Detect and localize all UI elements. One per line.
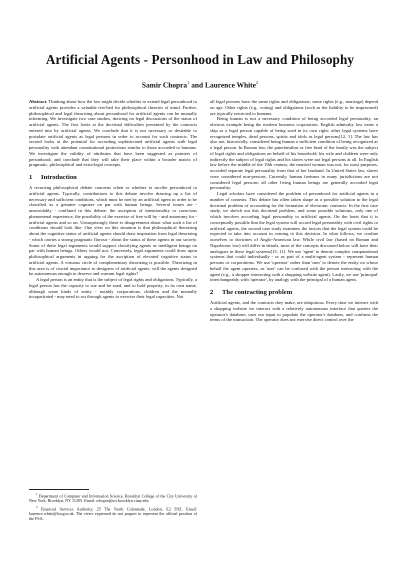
section-number: 1 [29,174,33,181]
author-line [20,78,380,89]
intro-paragraph: Legal scholars have considered the problem of personhood for artificial agents in a number of contexts. This debate has often taken shape as a possible solution to the legal doctrinal problem of accounting for the formation of electronic contracts. In the first case study, we sketch out this doctrinal problem, and some possible solutions, only one of which involves according legal personality to artificial agents. On the basis that it is conceptually possible that the legal system will accord legal personality with civil rights to artificial agents, the second case study examines the factors that the legal system could be expected to take into account in coming to this decision. In what follows, we confine ourselves to doctrines of Anglo-American law. While civil law (based on Roman and Napoleonic law) will differ in details, most of the concepts discussed below will have their analogues in these legal systems[15, 11]. We use 'agent' to denote complex computational systems that could individually - or as part of a multi-agent system - represent human persons or corporations. We use 'operator' rather than 'user' to denote the entity on whose behalf the agent operates, as 'user' can be confused with the person interacting with the agent (e.g., a shopper interacting with a shopping website agent). Lastly, we use 'principal' interchangeably with 'operator', by analogy with the principal of a human agent. [210,191,378,283]
section-title: The contracting problem [222,289,293,296]
left-column [29,99,197,300]
footnote-text: Financial Services Authority, 25 The North Colonnade, London, E2 5NZ. Email: laurence.white@fsa.gov.uk. The views expressed do not purport to represent the official position of the FSA. [29,505,197,522]
footnote-mark: 1 [187,80,190,85]
footnote-text: Department of Computer and Information Science, Brooklyn College of the City University of New York, Brooklyn, NY 11205. Email: schopra@sci.brooklyn.cuny.edu [29,493,197,504]
footnote [29,492,197,504]
section-heading-introduction [29,174,197,182]
footnote [29,505,197,522]
author-conjunction: and [191,80,204,90]
abstract-text: Thinking about how the law might decide whether to extend legal personhood to artificial agents provides a valuable test-bed for philosophical theories of mind. Further, philosophical and legal theorising about personhood for artificial agents can be mutually informing. We investigate two case studies, drawing on legal discussions of the status of artificial agents. The first looks at the doctrinal difficulties presented by the contracts entered into by artificial agents. We conclude that it is not necessary or desirable to postulate artificial agents as legal persons in order to account for such contracts. The second looks at the potential for according sophisticated artificial agents with legal personality with attendant constitutional protections similar to those accorded to humans. We investigate the validity of attributes that have been suggested as pointers of personhood, and conclude that they will take their place within a broader matrix of pragmatic, philosophical and extra-legal concepts. [29,99,197,168]
intro-paragraph: all legal persons have the same rights and obligations; some rights (e.g., marriage) depend on age. Other rights (e.g., voting) and obligations (such as the liability to be imprisoned) are typically restricted to humans. [210,99,378,116]
intro-paragraph: A recurring philosophical debate concerns when or whether to ascribe personhood to artificial agents. Typically, contributions to this debate involve drawing up a list of necessary and sufficient conditions, which must be met by an artificial agent in order to be classified as a genuine cognizer on par with human beings. Several issues are - unavoidably - conflated in this debate: the ascription of intentionality or conscious phenomenal experience, the possibility of the exercise of free will by - and autonomy for - artificial agents and so on. Unsurprisingly there is disagreement about what such a list of conditions should look like. One view on this situation is that philosophical theorising about the cognitive status of artificial agents should draw inspiration from legal theorizing - which carries a strong pragmatic flavour - about the status of these agents in our society. Some of these legal arguments would support classifying agents as intelligent beings on par with human beings. Others would not. Conversely, legal arguments could draw upon philosophical arguments in arguing for the ascription of elevated cognitive status to artificial agents. A virtuous circle of complementary theorizing is possible. Theorizing in this area is of crucial importance to designers of artificial agents: will the agents designed be autonomous enough to deserve and warrant legal rights? [29,185,197,277]
section-number: 2 [210,289,214,296]
footnote-mark: 2 [36,504,38,509]
abstract-label: Abstract. [29,99,48,104]
footnote-rule [29,489,89,490]
author-name: Samir Chopra [141,80,188,90]
footnote-mark: 1 [36,492,38,496]
abstract [29,99,197,168]
contracting-paragraph: Artificial agents, and the contracts they make, are ubiquitous. Every time we interact with a shopping website we interact with a relatively autonomous interface that queries the operator's database, uses our input to populate the operator's database, and confirms the terms of the transaction. The operator does not exercise direct control over the [210,300,378,323]
section-title: Introduction [41,174,77,181]
author-name: Laurence White [205,80,256,90]
right-column [210,99,378,323]
intro-paragraph: Being human is not a necessary condition of being accorded legal personality, an obvious example being the modern business corporation. English admiralty law treats a ship as a legal person capable of being sued in its own right; other legal systems have recognized temples, dead persons, spirits and idols as legal persons[12, 1]. The law has also not, historically, considered being human a sufficient condition of being recognized as a legal person. In Roman law, the paterfamilias or free head of the family was the subject of legal rights and obligations on behalf of his household; his wife and children were only indirectly the subject of legal rights and his slaves were not legal persons at all. In English law before the middle of the 19th century, the married woman was not, for most purposes, accorded separate legal personality from that of her husband. In United States law, slaves were considered non-persons. Currently, human foetuses in many jurisdictions are not considered legal persons; all other living human beings are generally accorded legal personality. [210,116,378,191]
footnote-mark: 2 [255,80,259,85]
paper-title: Artificial Agents - Personhood in Law and Philosophy [45,52,355,67]
section-heading-contracting [210,289,378,297]
footnotes [29,489,197,522]
intro-paragraph: A legal person is an entity that is the subject of legal rights and obligations. Typically, a legal person has the capacity to sue and be sued, and to hold property, in its own name, although some kinds of entity - notably corporations, children and the mentally incapacitated - may need to act through agents to exercise their legal capacities. Not [29,277,197,300]
